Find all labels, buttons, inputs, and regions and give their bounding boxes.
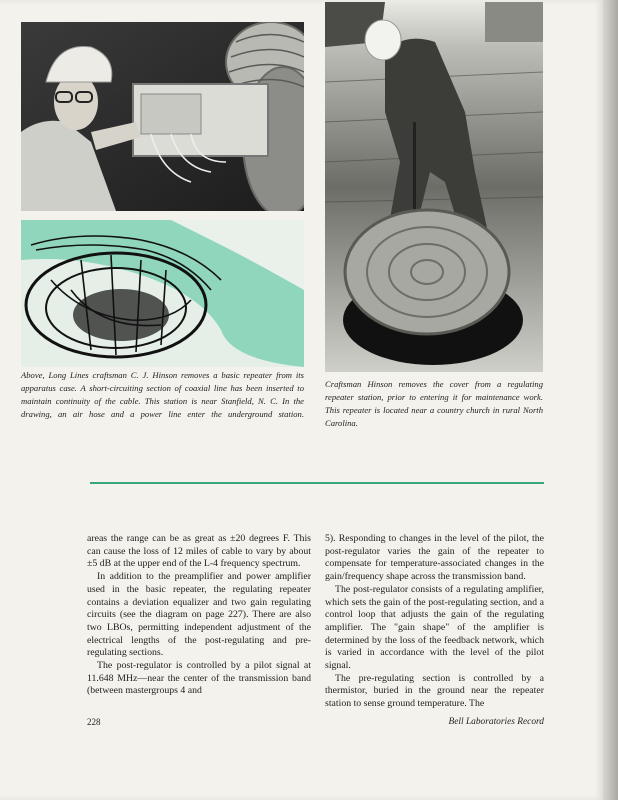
- paragraph: The post-regulator is controlled by a pilot signal at 11.648 MHz—near the center of the transmission band (between mastergroups 4 and: [87, 660, 311, 697]
- caption-left-photos: Above, Long Lines craftsman C. J. Hinson removes a basic repeater from its apparatus case. A short-circuiting section of coaxial line has been inserted to maintain continuity of the cable. This station is near Stanfield, N. C. In the drawing, an air hose and a power line enter the underground station.: [21, 370, 304, 419]
- paragraph: areas the range can be as great as ±20 degrees F. This can cause the loss of 12 miles of cable to vary by about ±5 dB at the upper end of the L-4 frequency spectrum.: [87, 533, 311, 570]
- paragraph: 5). Responding to changes in the level of the pilot, the post-regulator varies the gain of the repeater to compensate for temperature-associated changes in the gain/frequency shape across the transmission band.: [325, 533, 544, 583]
- paragraph: The post-regulator consists of a regulating amplifier, which sets the gain of the post-regulating section, and a control loop that adjusts the gain of the regulating amplifier. The "gain shape" of the amplifier is determined by the loss of the feedback network, which is varied in accordance with the level of the pilot signal.: [325, 583, 544, 672]
- paragraph: In addition to the preamplifier and power amplifier used in the basic repeater, the regulating repeater contains a deviation equalizer and two gain regulating circuits (see the diagram on page 227). There are also two LBOs, permitting independent adjustment of the electrical lengths of the post-regulating and pre-regulating sections.: [87, 571, 311, 659]
- journal-title: Bell Laboratories Record: [448, 717, 544, 727]
- drawing-underground-station: [21, 220, 304, 367]
- photo-manhole-cover: [325, 2, 543, 372]
- page-number: 228: [87, 717, 101, 727]
- page-edge: [603, 0, 618, 800]
- caption-right-photo: Craftsman Hinson removes the cover from a regulating repeater station, prior to entering it for maintenance work. This repeater is located near a country church in rural North Carolina.: [325, 379, 543, 428]
- body-column-right: [325, 533, 544, 711]
- body-column-left: [87, 533, 311, 698]
- photo-craftsman-repeater: [21, 22, 304, 211]
- paragraph: The pre-regulating section is controlled by a thermistor, buried in the ground near the repeater station to sense ground temperature. The: [325, 672, 544, 710]
- section-divider-rule: [90, 482, 544, 484]
